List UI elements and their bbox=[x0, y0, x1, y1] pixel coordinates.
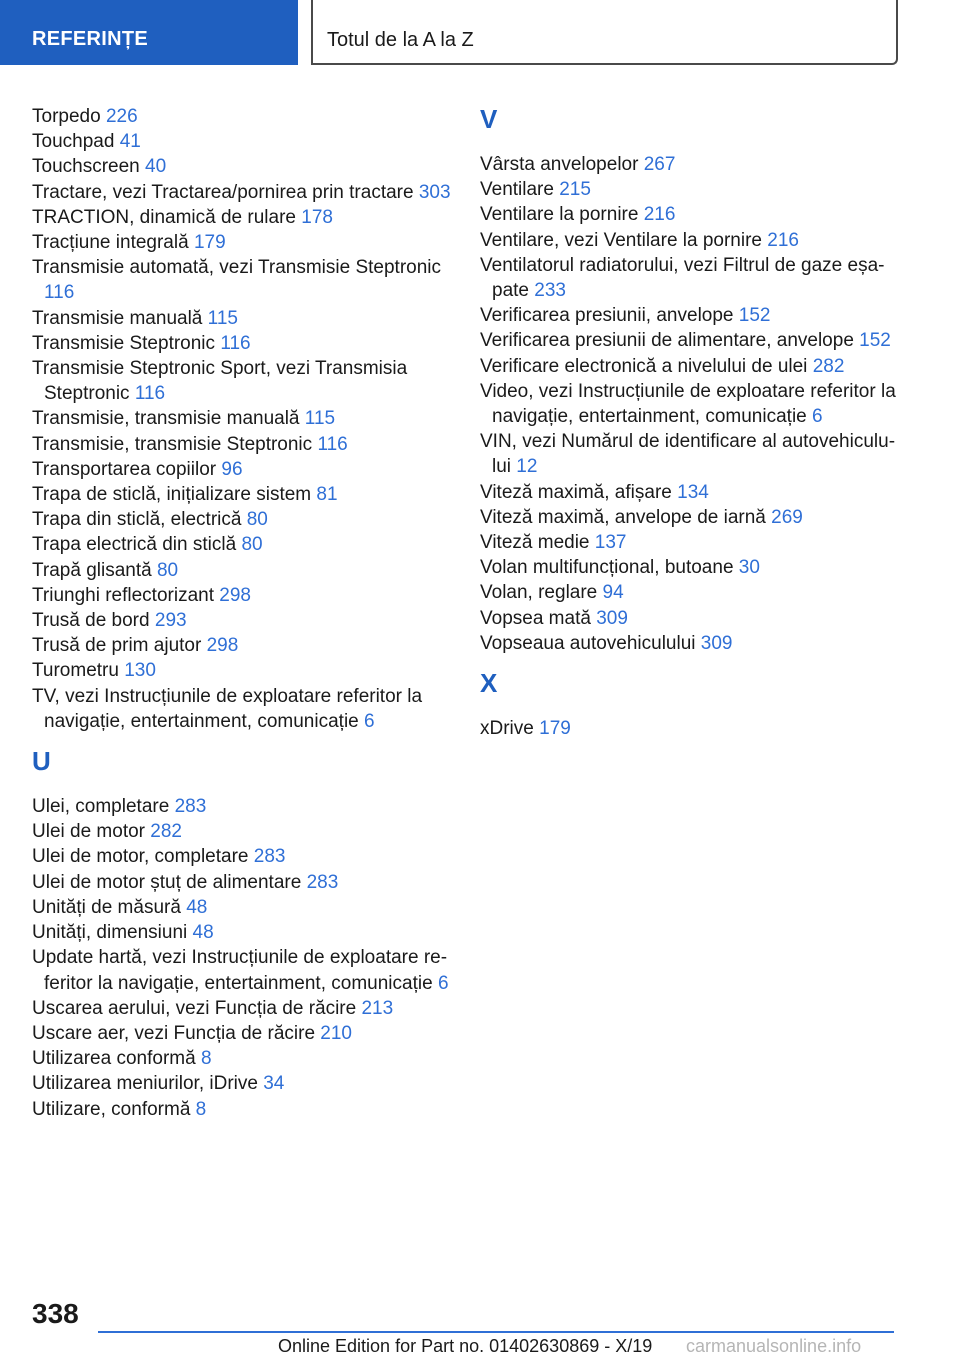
index-entry-text: xDrive bbox=[480, 718, 534, 740]
index-entry bbox=[32, 205, 452, 230]
index-entry-text: Triunghi reflectorizant bbox=[32, 584, 214, 606]
page-reference-link[interactable]: 226 bbox=[105, 106, 138, 127]
index-entry bbox=[32, 633, 452, 658]
footer-edition: Online Edition for Part no. 01402630869 - X/19 bbox=[278, 1336, 653, 1356]
index-entry-text: VIN, vezi Numărul de identificare al autovehiculului bbox=[480, 431, 896, 478]
index-entry-text: Ventilare la pornire bbox=[480, 204, 639, 226]
page-reference-link[interactable]: 81 bbox=[316, 484, 338, 506]
page-reference-link[interactable]: 80 bbox=[241, 534, 263, 556]
index-entry bbox=[480, 303, 900, 328]
index-entry-text: Uscarea aerului, vezi Funcția de răcire bbox=[32, 997, 357, 1019]
index-letter-heading: X bbox=[480, 668, 498, 699]
page-reference-link[interactable]: 41 bbox=[119, 131, 141, 153]
page-reference-link[interactable]: 115 bbox=[207, 307, 238, 329]
index-entry bbox=[32, 608, 452, 633]
index-entry bbox=[32, 583, 452, 608]
page-reference-link[interactable]: 116 bbox=[134, 383, 166, 405]
index-entry bbox=[32, 1046, 452, 1071]
index-entry-text: Ventilatorul radiatorului, vezi Filtrul de gaze eșapate bbox=[480, 254, 885, 302]
page-reference-link[interactable]: 293 bbox=[154, 610, 187, 632]
index-entry-text: Ulei de motor ștuț de alimentare bbox=[32, 871, 302, 893]
index-entry-text: Volan multifuncțional, butoane bbox=[480, 557, 734, 579]
index-entry bbox=[480, 580, 900, 605]
page-reference-link[interactable]: 6 bbox=[437, 972, 449, 994]
index-entry bbox=[480, 480, 900, 505]
footer-watermark: carmanualsonline.info bbox=[686, 1336, 862, 1356]
index-entry-text: Uscare aer, vezi Funcția de răcire bbox=[32, 1022, 316, 1044]
index-entry-text: Vopsea mată bbox=[480, 607, 591, 629]
page-reference-link[interactable]: 34 bbox=[263, 1073, 285, 1095]
index-entry bbox=[480, 152, 900, 177]
page-reference-link[interactable]: 80 bbox=[156, 559, 179, 581]
page-reference-link[interactable]: 30 bbox=[738, 557, 760, 579]
index-entry bbox=[480, 177, 900, 202]
index-entry-text: Trusă de prim ajutor bbox=[32, 635, 202, 657]
index-entry bbox=[32, 457, 452, 482]
index-entry-text: Tracțiune integrală bbox=[32, 232, 189, 254]
index-entry bbox=[32, 658, 452, 683]
index-entry-text: Unități de măsură bbox=[32, 896, 181, 918]
index-entry-text: Video, vezi Instrucțiunile de exploatare referitor la navigație, entertainment, comunicație bbox=[480, 380, 896, 428]
index-entry bbox=[32, 794, 452, 819]
index-entry-text: Utilizarea meniurilor, iDrive bbox=[32, 1073, 258, 1095]
index-entry bbox=[32, 306, 452, 331]
index-entry-text: Transmisie Steptronic Sport, vezi Transmisia Steptronic bbox=[32, 358, 408, 405]
index-entry bbox=[32, 895, 452, 920]
index-entry-text: Verificare electronică a nivelului de ulei bbox=[480, 355, 808, 377]
page-reference-link[interactable]: 8 bbox=[200, 1048, 212, 1070]
index-entry bbox=[32, 154, 452, 179]
index-entry bbox=[32, 230, 452, 255]
index-entry-text: Update hartă, vezi Instrucțiunile de exploatare referitor la navigație, entertainment, comunicație bbox=[32, 947, 448, 994]
chapter-header bbox=[311, 0, 898, 65]
index-entry bbox=[480, 606, 900, 631]
section-tab bbox=[0, 0, 298, 65]
page-reference-link[interactable]: 282 bbox=[150, 821, 182, 843]
page-reference-link[interactable]: 179 bbox=[193, 232, 226, 254]
page-reference-link[interactable]: 216 bbox=[643, 204, 676, 226]
index-entry-text: Unități, dimensiuni bbox=[32, 922, 188, 944]
index-entry bbox=[32, 1071, 452, 1096]
index-entry bbox=[480, 631, 900, 656]
index-entry bbox=[480, 379, 900, 429]
index-letter-heading: U bbox=[32, 746, 51, 777]
index-entry bbox=[32, 1021, 452, 1046]
index-entry bbox=[480, 328, 900, 353]
index-entry bbox=[32, 180, 452, 205]
index-entry bbox=[32, 104, 452, 129]
index-entry bbox=[32, 945, 452, 995]
chapter-title: Totul de la A la Z bbox=[327, 29, 474, 51]
index-entry bbox=[480, 202, 900, 227]
index-entry-text: Vârsta anvelopelor bbox=[480, 154, 639, 175]
page-reference-link[interactable]: 116 bbox=[44, 282, 75, 304]
page-reference-link[interactable]: 6 bbox=[812, 406, 823, 428]
page-reference-link[interactable]: 178 bbox=[301, 206, 333, 228]
page-reference-link[interactable]: 116 bbox=[317, 433, 348, 455]
index-entry-text: Transmisie, transmisie manuală bbox=[32, 408, 300, 430]
index-entry-text: Turometru bbox=[32, 660, 119, 682]
index-entry bbox=[480, 228, 900, 253]
index-entry-text: Ulei, completare bbox=[32, 796, 170, 818]
page-reference-link[interactable]: 267 bbox=[643, 154, 676, 175]
index-entry-text: Trusă de bord bbox=[32, 610, 150, 632]
index-entry bbox=[32, 844, 452, 869]
page-reference-link[interactable]: 309 bbox=[700, 632, 733, 654]
index-entry-text: Viteză medie bbox=[480, 532, 590, 554]
index-entry bbox=[32, 558, 452, 583]
page-reference-link[interactable]: 283 bbox=[174, 796, 207, 818]
index-entry bbox=[480, 429, 900, 479]
page-reference-link[interactable]: 48 bbox=[192, 922, 214, 944]
index-entry-text: Viteză maximă, anvelope de iarnă bbox=[480, 506, 766, 528]
page-reference-link[interactable]: 233 bbox=[534, 280, 566, 302]
index-entry-text: Ulei de motor bbox=[32, 821, 145, 843]
page-reference-link[interactable]: 12 bbox=[516, 456, 538, 478]
index-letter-heading: V bbox=[480, 104, 498, 134]
page-reference-link[interactable]: 137 bbox=[594, 532, 627, 554]
index-entry-text: Tractare, vezi Tractarea/pornirea prin tractare bbox=[32, 181, 414, 203]
page-reference-link[interactable]: 96 bbox=[221, 458, 243, 480]
index-entry-text: Viteză maximă, afișare bbox=[480, 481, 672, 503]
page-reference-link[interactable]: 298 bbox=[219, 584, 251, 606]
index-entry bbox=[32, 331, 452, 356]
index-entry-text: TV, vezi Instrucțiunile de exploatare referitor la navigație, entertainment, comunicație bbox=[32, 685, 423, 732]
index-entry-text: Trapa din sticlă, electrică bbox=[32, 509, 242, 531]
page-number: 338 bbox=[32, 1298, 79, 1329]
index-entry-text: Utilizare, conformă bbox=[32, 1098, 191, 1120]
index-entry-text: Transmisie Steptronic bbox=[32, 332, 216, 354]
page-reference-link[interactable]: 269 bbox=[771, 506, 803, 528]
index-entry-text: Ulei de motor, completare bbox=[32, 846, 249, 868]
index-entry bbox=[32, 819, 452, 844]
index-entry bbox=[32, 1097, 452, 1122]
index-entry bbox=[32, 432, 452, 457]
index-entry-text: Trapă glisantă bbox=[32, 559, 152, 581]
page-reference-link[interactable]: 283 bbox=[253, 846, 286, 868]
index-entry bbox=[480, 530, 900, 555]
page-reference-link[interactable]: 116 bbox=[220, 332, 251, 354]
page-reference-link[interactable]: 215 bbox=[559, 179, 591, 201]
index-entry-text: Torpedo bbox=[32, 106, 101, 127]
index-column-left bbox=[32, 104, 452, 1122]
page-reference-link[interactable]: 152 bbox=[738, 305, 771, 327]
page-reference-link[interactable]: 283 bbox=[306, 871, 339, 893]
index-entry bbox=[32, 532, 452, 557]
page-reference-link[interactable]: 298 bbox=[206, 635, 239, 657]
page-reference-link[interactable]: 6 bbox=[364, 710, 375, 732]
index-entry bbox=[480, 505, 900, 530]
index-entry bbox=[32, 920, 452, 945]
page-reference-link[interactable]: 303 bbox=[418, 181, 451, 203]
index-entry-text: Verificarea presiunii, anvelope bbox=[480, 305, 734, 327]
index-entry-text: Transmisie manuală bbox=[32, 307, 203, 329]
index-entry-text: Transmisie automată, vezi Transmisie Steptronic bbox=[32, 257, 442, 279]
index-entry bbox=[480, 354, 900, 379]
index-entry-text: Ventilare bbox=[480, 179, 554, 201]
index-entry-text: Touchscreen bbox=[32, 156, 140, 178]
index-entry-text: Ventilare, vezi Ventilare la pornire bbox=[480, 229, 762, 251]
page-reference-link[interactable]: 8 bbox=[195, 1098, 207, 1120]
index-entry-text: Verificarea presiunii de alimentare, anvelope bbox=[480, 330, 854, 352]
index-entry-text: Touchpad bbox=[32, 131, 115, 153]
page-reference-link[interactable]: 94 bbox=[602, 582, 624, 604]
page-reference-link[interactable]: 216 bbox=[767, 229, 799, 251]
page-reference-link[interactable]: 179 bbox=[539, 718, 571, 740]
index-entry bbox=[32, 507, 452, 532]
index-entry-text: Transportarea copiilor bbox=[32, 458, 217, 480]
index-entry bbox=[480, 716, 900, 741]
page-reference-link[interactable]: 282 bbox=[812, 355, 845, 377]
index-entry-text: Transmisie, transmisie Steptronic bbox=[32, 433, 313, 455]
page-reference-link[interactable]: 80 bbox=[246, 509, 268, 531]
index-entry bbox=[32, 684, 452, 734]
page-reference-link[interactable]: 134 bbox=[677, 481, 709, 503]
index-entry-text: Vopseaua autovehiculului bbox=[480, 632, 696, 654]
page-reference-link[interactable]: 152 bbox=[859, 330, 891, 352]
index-entry bbox=[32, 129, 452, 154]
index-entry bbox=[32, 996, 452, 1021]
page-reference-link[interactable]: 130 bbox=[124, 660, 156, 682]
index-entry bbox=[32, 482, 452, 507]
page-reference-link[interactable]: 48 bbox=[186, 896, 208, 918]
index-entry bbox=[480, 555, 900, 580]
index-entry-text: Trapa de sticlă, inițializare sistem bbox=[32, 484, 312, 506]
footer-divider bbox=[98, 1331, 894, 1333]
index-entry-text: Volan, reglare bbox=[480, 582, 598, 604]
index-entry-text: Utilizarea conformă bbox=[32, 1048, 196, 1070]
page-reference-link[interactable]: 210 bbox=[320, 1022, 352, 1044]
index-column-right bbox=[480, 104, 900, 741]
index-entry-text: TRACTION, dinamică de rulare bbox=[32, 206, 296, 228]
index-entry bbox=[32, 870, 452, 895]
index-entry bbox=[480, 253, 900, 303]
section-title: REFERINȚE bbox=[32, 28, 149, 50]
page-reference-link[interactable]: 213 bbox=[361, 997, 394, 1019]
page-reference-link[interactable]: 115 bbox=[304, 408, 336, 430]
index-entry bbox=[32, 356, 452, 406]
index-entry bbox=[32, 255, 452, 305]
page-reference-link[interactable]: 40 bbox=[145, 156, 167, 178]
page-reference-link[interactable]: 309 bbox=[596, 607, 628, 629]
index-entry bbox=[32, 406, 452, 431]
index-entry-text: Trapa electrică din sticlă bbox=[32, 534, 237, 556]
